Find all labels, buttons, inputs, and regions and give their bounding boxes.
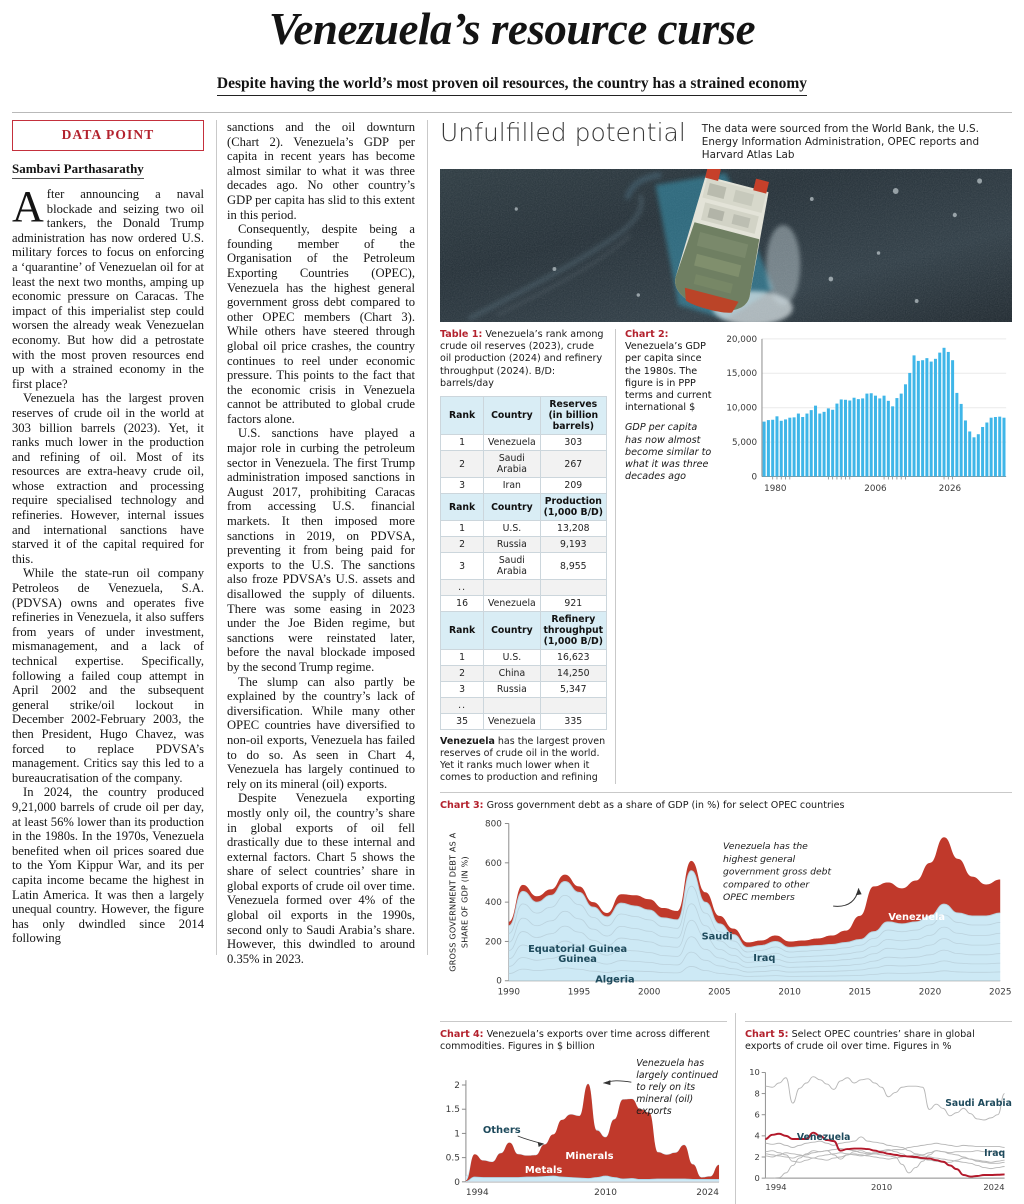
subhead-wrapper (0, 75, 1024, 96)
svg-text:exports: exports (636, 1105, 672, 1117)
svg-text:Venezuela has the: Venezuela has the (723, 841, 808, 853)
svg-text:2: 2 (454, 1080, 460, 1091)
svg-text:Iraq: Iraq (984, 1147, 1006, 1159)
svg-text:mineral (oil): mineral (oil) (636, 1093, 694, 1105)
cell-country: Russia (484, 682, 540, 698)
table1-caption-text: Venezuela’s rank among crude oil reserves (2023), crude oil production (2024) and refinery throughput (2024). B/D: barrels/day (440, 329, 604, 389)
cell-country: Venezuela (484, 714, 540, 730)
table-row-ellipsis (441, 698, 607, 714)
svg-text:Algeria: Algeria (595, 974, 635, 986)
table-row (441, 478, 607, 494)
svg-text:6: 6 (754, 1109, 760, 1120)
table-row-ellipsis (441, 580, 607, 596)
svg-text:2006: 2006 (864, 484, 887, 495)
table-row (441, 596, 607, 612)
svg-text:0: 0 (454, 1177, 460, 1188)
paragraph: The slump can also partly be explained by the country’s lack of diversification. While many other OPEC countries have diversified to non-oil exports, Venezuela has failed to do so. As seen in Chart 4, Venezuela has largely continued to rely on its mineral (oil) exports. (227, 674, 415, 791)
graphics-panel (432, 118, 1012, 1198)
data-point-kicker (12, 120, 204, 151)
panel-header (440, 120, 1012, 162)
panel-hrule (745, 1021, 1012, 1022)
oil-tanker-satellite-photo (440, 169, 1012, 322)
col-header-country: Country (484, 612, 540, 650)
cell-rank: 3 (441, 478, 484, 494)
article-column-1 (12, 120, 212, 955)
table1-caption (440, 329, 607, 390)
cell-country: Russia (484, 537, 540, 553)
chart4-title: Venezuela’s exports over time across different commodities. Figures in $ billion (440, 1029, 710, 1053)
masthead (0, 0, 1024, 96)
svg-text:1.5: 1.5 (445, 1104, 460, 1115)
cell-value: 9,193 (540, 537, 606, 553)
svg-text:Saudi: Saudi (701, 931, 733, 943)
svg-text:1980: 1980 (764, 484, 787, 495)
svg-text:2025: 2025 (988, 987, 1012, 998)
svg-text:2024: 2024 (983, 1181, 1005, 1192)
chart2-block (616, 329, 1012, 784)
paragraph: Despite Venezuela exporting mostly only oil, the country’s share in global exports of oil fell drastically due to these internal and external factors. Chart 5 shows the share of select countries’ share in global exports of crude oil over time. Venezuela formed over 4% of the global oil exports in the 1990s, second only to Saudi Arabia’s share. However, this dwindled to around 0.35% in 2023. (227, 791, 415, 966)
svg-text:15,000: 15,000 (726, 369, 758, 380)
table1 (440, 396, 607, 730)
cell-rank: 3 (441, 682, 484, 698)
cell-country: Saudi Arabia (484, 451, 540, 478)
chart3-block (440, 792, 1012, 1008)
column-divider (427, 120, 428, 955)
chart2-plot (719, 329, 1012, 504)
col-header-rank: Rank (441, 612, 484, 650)
cell-value: 303 (540, 435, 606, 451)
chart4-svg (440, 1054, 727, 1204)
cell-rank: 1 (441, 650, 484, 666)
svg-text:Equatorial Guinea: Equatorial Guinea (528, 944, 628, 956)
cell-blank (484, 698, 540, 714)
cell-country: U.S. (484, 650, 540, 666)
chart2-caption (625, 329, 713, 504)
cell-value: 335 (540, 714, 606, 730)
cell-rank: 2 (441, 537, 484, 553)
svg-text:GROSS GOVERNMENT DEBT AS A: GROSS GOVERNMENT DEBT AS A (448, 832, 458, 972)
table-row (441, 553, 607, 580)
panel-source-note: The data were sourced from the World Bank, the U.S. Energy Information Administration, OPEC reports and Harvard Atlas Lab (701, 123, 980, 161)
cell-blank (540, 698, 606, 714)
cell-rank: 1 (441, 435, 484, 451)
chart5-plot (745, 1054, 1012, 1204)
svg-text:1990: 1990 (497, 987, 521, 998)
table1-block (440, 329, 615, 784)
paragraph: In 2024, the country produced 9,21,000 barrels of crude oil per day, at least 56% lower than its production in the 1980s. In the 1970s, Venezuela benefited when oil prices soared due to the Yom Kippur War, and its per capita income became the highest in Latin America. It was then a largely unequal country. However, the figure has only dwindled since 2014 following (12, 785, 204, 946)
svg-text:Metals: Metals (524, 1164, 563, 1176)
col-header-reserves: Reserves (in billion barrels) (540, 397, 606, 435)
svg-text:2024: 2024 (696, 1187, 720, 1198)
byline-wrapper (12, 160, 204, 187)
svg-text:0: 0 (754, 1172, 760, 1183)
svg-text:compared to other: compared to other (723, 879, 810, 891)
cell-country: Venezuela (484, 596, 540, 612)
col-header-rank: Rank (441, 494, 484, 521)
table1-caption-label: Table 1: (440, 329, 483, 340)
chart4-block (440, 1013, 735, 1203)
svg-text:Guinea: Guinea (558, 954, 597, 966)
svg-text:Others: Others (482, 1124, 521, 1136)
svg-text:2020: 2020 (918, 987, 942, 998)
cell-value: 267 (540, 451, 606, 478)
chart3-plot (440, 812, 1012, 1008)
chart3-label: Chart 3: (440, 800, 484, 812)
cell-rank: 2 (441, 666, 484, 682)
cell-rank: 16 (441, 596, 484, 612)
svg-text:2010: 2010 (870, 1181, 893, 1192)
article-column-2 (221, 120, 423, 966)
cell-rank: 3 (441, 553, 484, 580)
cell-country: U.S. (484, 521, 540, 537)
paragraph: U.S. sanctions have played a major role in curbing the petroleum sector in Venezuela. The first Trump administration imposed sanctions in August 2017, prohibiting Caracas from accessing U.S. financial markets. It then imposed more sanctions in 2019, on PDVSA, preventing it from being paid for exports to the U.S. The sanctions also froze PDVSA’s U.S. assets and disallowed the supply of diluents. There was some easing in 2023 under the Joe Biden regime, but sanctions were reinstated later, before the naval blockade imposed by the second Trump regime. (227, 426, 415, 674)
chart4-plot (440, 1054, 727, 1204)
table-row (441, 521, 607, 537)
svg-text:2010: 2010 (778, 987, 801, 998)
svg-text:2: 2 (754, 1151, 760, 1162)
chart3-svg (440, 812, 1012, 1008)
svg-text:5,000: 5,000 (731, 438, 758, 449)
chart3-title: Gross government debt as a share of GDP (in %) for select OPEC countries (483, 800, 845, 812)
table1-note-text: has the largest proven reserves of crude oil in the world. Yet it ranks much lower when it comes to production and refining (440, 736, 606, 784)
cell-value: 209 (540, 478, 606, 494)
paragraph: After announcing a naval blockade and seizing two oil tankers, the Donald Trump administration has now ordered U.S. military forces to focus on enforcing a ‘quarantine’ of Venezuelan oil for at least the next two months, amping up economic pressure on Caracas. The impact of this imperialist step could worsen the already weak Venezuelan economy. But how did a petrostate with the most proven resources end up with a strained economy in the first place? (12, 182, 204, 391)
cell-value: 8,955 (540, 553, 606, 580)
svg-text:Iraq: Iraq (753, 953, 776, 965)
svg-text:600: 600 (485, 858, 502, 869)
cell-value: 16,623 (540, 650, 606, 666)
svg-text:to rely on its: to rely on its (636, 1081, 696, 1093)
chart5-svg (745, 1054, 1012, 1204)
svg-text:1994: 1994 (765, 1181, 787, 1192)
table-row (441, 714, 607, 730)
svg-text:200: 200 (485, 937, 502, 948)
cell-ellipsis: .. (441, 698, 484, 714)
cell-country: Iran (484, 478, 540, 494)
paragraph: sanctions and the oil downturn (Chart 2). Venezuela’s GDP per capita in recent years has become almost similar to what it was three decades ago. No other country’s GDP per capita has slid to this extent in this period. (227, 120, 415, 222)
table1-note-bold: Venezuela (440, 736, 495, 748)
cell-blank (484, 580, 540, 596)
paragraph: Consequently, despite being a founding member of the Organisation of the Petroleum Exporting Countries (OPEC), Venezuela has the highest general government gross debt compared to other OPEC members (Chart 3). While others have steered through global oil price crashes, the country continues to reel under economic pressure. This points to the fact that the economic crisis in Venezuela cannot be attributed to global crude factors alone. (227, 222, 415, 426)
cell-value: 14,250 (540, 666, 606, 682)
chart5-block (736, 1013, 1012, 1203)
chart4-caption (440, 1029, 727, 1053)
svg-text:OPEC members: OPEC members (723, 892, 795, 904)
cell-blank (540, 580, 606, 596)
table-header-row (441, 397, 607, 435)
col-header-country: Country (484, 494, 540, 521)
chart2-annotation: GDP per capita has now almost become similar to what it was three decades ago (625, 422, 712, 483)
column-divider (216, 120, 217, 955)
article-body-1 (12, 182, 204, 946)
chart4-label: Chart 4: (440, 1029, 484, 1041)
cell-value: 921 (540, 596, 606, 612)
svg-text:SHARE OF GDP (IN %): SHARE OF GDP (IN %) (460, 856, 470, 949)
svg-text:Minerals: Minerals (565, 1150, 614, 1162)
row-table-and-chart2 (440, 329, 1012, 784)
page-title: Venezuela’s resource curse (268, 4, 756, 54)
svg-text:2000: 2000 (637, 987, 661, 998)
kicker-label: DATA POINT (61, 127, 155, 142)
chart5-title: Select OPEC countries’ share in global exports of crude oil over time. Figures in % (745, 1029, 975, 1053)
table-row (441, 650, 607, 666)
panel-title: Unfulfilled potential (440, 118, 686, 147)
svg-text:20,000: 20,000 (726, 334, 758, 345)
table-header-row (441, 612, 607, 650)
content-area (12, 118, 1012, 1198)
svg-text:Venezuela: Venezuela (888, 912, 946, 924)
svg-text:highest general: highest general (723, 854, 796, 866)
svg-text:2015: 2015 (848, 987, 872, 998)
svg-text:government gross debt: government gross debt (723, 866, 832, 878)
cell-rank: 35 (441, 714, 484, 730)
table-row (441, 435, 607, 451)
cell-country: China (484, 666, 540, 682)
row-chart4-chart5 (440, 1013, 1012, 1203)
svg-text:400: 400 (485, 898, 502, 909)
svg-text:10: 10 (749, 1066, 760, 1077)
col-header-refinery: Refinery throughput (1,000 B/D) (540, 612, 606, 650)
svg-text:800: 800 (485, 819, 502, 830)
paragraph: While the state-run oil company Petroleos de Venezuela, S.A. (PDVSA) owns and operates five refineries in Venezuela, it also suffers from years of under investment, mismanagement, and a lack of technical expertise. Specifically, following a failed coup attempt in April 2002 and the subsequent general strike/oil lockout in December 2002-February 2003, the then President, Hugo Chavez, was forced to replace PDVSA’s management. Critics say this led to a bureaucratisation of the company. (12, 566, 204, 785)
svg-text:10,000: 10,000 (726, 403, 758, 414)
table-row (441, 451, 607, 478)
table-row (441, 682, 607, 698)
page-subtitle: Despite having the world’s most proven oil resources, the country has a strained economy (217, 75, 807, 96)
svg-text:largely continued: largely continued (636, 1069, 718, 1081)
chart5-label: Chart 5: (745, 1029, 789, 1041)
svg-text:1: 1 (454, 1129, 460, 1140)
cell-rank: 2 (441, 451, 484, 478)
svg-text:1995: 1995 (567, 987, 591, 998)
byline: Sambavi Parthasarathy (12, 161, 144, 179)
chart2-subtitle: The figure is in PPP terms and current international $ (625, 365, 712, 414)
svg-text:1994: 1994 (465, 1187, 489, 1198)
col-header-country: Country (484, 397, 540, 435)
svg-text:0: 0 (751, 472, 758, 483)
chart3-caption (440, 800, 1012, 812)
article-body-2 (227, 120, 415, 966)
col-header-production: Production (1,000 B/D) (540, 494, 606, 521)
svg-text:Venezuela: Venezuela (796, 1131, 851, 1143)
cell-rank: 1 (441, 521, 484, 537)
chart2-title: Venezuela’s GDP per capita since the 1980s. (625, 341, 706, 377)
table-row (441, 537, 607, 553)
table-header-row (441, 494, 607, 521)
table1-note (440, 736, 607, 784)
svg-text:0.5: 0.5 (445, 1153, 460, 1164)
cell-value: 5,347 (540, 682, 606, 698)
chart5-caption (745, 1029, 1012, 1053)
svg-text:8: 8 (754, 1087, 760, 1098)
header-divider (12, 112, 1012, 113)
cell-country: Saudi Arabia (484, 553, 540, 580)
svg-text:2010: 2010 (594, 1187, 617, 1198)
svg-text:2026: 2026 (938, 484, 962, 495)
paragraph: Venezuela has the largest proven reserves of crude oil in the world at 303 billion barrels (2023). Yet, it ranks much lower in the production and refining of oil. Most of its resources are extra-heavy crude oil, whose extraction and processing require specialised technology and refineries. However, internal issues and international sanctions have starved it of the capital required for this. (12, 391, 204, 566)
chart2-svg (719, 329, 1012, 504)
cell-ellipsis: .. (441, 580, 484, 596)
cell-value: 13,208 (540, 521, 606, 537)
svg-text:4: 4 (754, 1130, 760, 1141)
svg-text:0: 0 (496, 976, 502, 987)
col-header-rank: Rank (441, 397, 484, 435)
chart2-label: Chart 2: (625, 329, 669, 340)
svg-text:Saudi Arabia: Saudi Arabia (945, 1097, 1012, 1109)
panel-hrule (440, 1021, 727, 1022)
table-row (441, 666, 607, 682)
svg-text:Venezuela has: Venezuela has (636, 1057, 705, 1069)
svg-text:2005: 2005 (708, 987, 731, 998)
cell-country: Venezuela (484, 435, 540, 451)
panel-hrule (440, 792, 1012, 793)
